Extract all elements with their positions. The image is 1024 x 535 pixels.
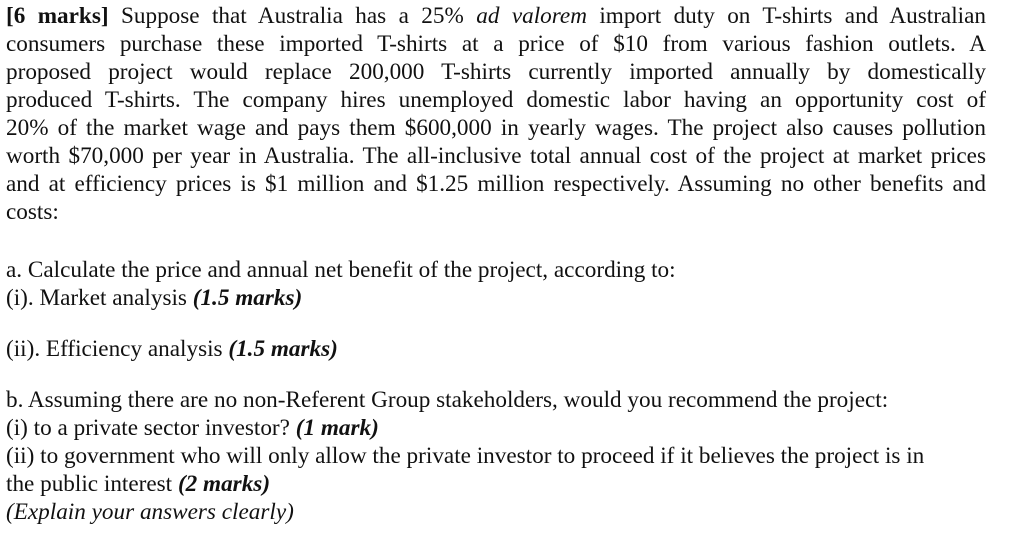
- part-b-item-2-line-2: the public interest (2 marks): [6, 471, 271, 497]
- intro-line-6: worth $70,000 per year in Australia. The all-inclusive total annual cost of the project at market prices: [6, 143, 986, 169]
- intro-line-3: proposed project would replace 200,000 T-shirts currently imported annually by domestically: [6, 59, 986, 85]
- part-a-prompt: a. Calculate the price and annual net benefit of the project, according to:: [6, 257, 676, 283]
- marks-badge: (1 mark): [295, 415, 379, 441]
- intro-line-5: 20% of the market wage and pays them $600,000 in yearly wages. The project also causes pollution: [6, 115, 986, 141]
- part-b-item-1: (i) to a private sector investor? (1 mark): [6, 415, 379, 441]
- marks-label: [6 marks]: [6, 3, 109, 29]
- intro-line-2: consumers purchase these imported T-shirts at a price of $10 from various fashion outlets. A: [6, 31, 986, 57]
- intro-line-4: produced T-shirts. The company hires unemployed domestic labor having an opportunity cost of: [6, 87, 986, 113]
- marks-badge: (2 marks): [177, 471, 271, 497]
- marks-badge: (1.5 marks): [192, 285, 303, 311]
- intro-line-7: and at efficiency prices is $1 million and $1.25 million respectively. Assuming no other benefits and: [6, 171, 986, 197]
- part-a-item-1: (i). Market analysis (1.5 marks): [6, 285, 303, 311]
- intro-line-8: costs:: [6, 199, 59, 225]
- part-a-item-2: (ii). Efficiency analysis (1.5 marks): [6, 336, 338, 362]
- ad-valorem-term: ad valorem: [476, 3, 587, 29]
- marks-badge: (1.5 marks): [228, 336, 338, 362]
- part-b-prompt: b. Assuming there are no non-Referent Group stakeholders, would you recommend the project:: [6, 387, 889, 413]
- intro-line-1: [6 marks] Suppose that Australia has a 25% ad valorem import duty on T-shirts and Australian: [6, 3, 986, 29]
- explain-note: (Explain your answers clearly): [6, 499, 294, 525]
- part-b-item-2-line-1: (ii) to government who will only allow the private investor to proceed if it believes the project is in: [6, 443, 925, 469]
